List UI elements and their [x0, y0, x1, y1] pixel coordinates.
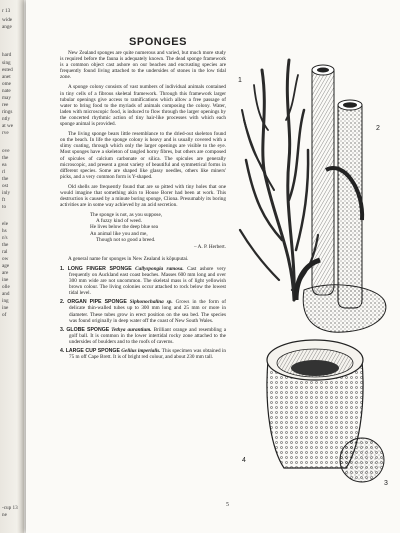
facing-page-text: ing — [2, 298, 9, 304]
facing-page-text: age — [2, 263, 10, 269]
figure-label: 2 — [376, 125, 380, 132]
facing-page-text: nate — [2, 88, 11, 94]
facing-page-text: ow — [2, 256, 9, 262]
general-name-note: A general name for sponges in New Zealand is kōpuputai. — [68, 255, 189, 262]
species-number: 1. — [60, 265, 65, 272]
facing-page-text: sing — [2, 60, 11, 66]
facing-page-text: ange — [2, 24, 12, 30]
poem-line: A fuzzy kind of weed. — [96, 218, 142, 225]
species-name: GLOBE SPONGE — [66, 326, 110, 333]
facing-page-text: rl — [2, 169, 6, 175]
facing-page-text: ft — [2, 197, 6, 203]
facing-page-text: are — [2, 270, 9, 276]
facing-page-text: ea — [2, 162, 7, 168]
paragraph: The living sponge bears little resemblance to the dried-out skeleton found on the beach. In life the sponge colony is heavy and is usually covered with a slimy coating, through which only the larger openings are visible to the eye. Most sponges have a skeleton of tangled horny fibres, but others are composed of spicules of calcium carbonate or silica. The spicules are generally microscopic, and present a great variety of beautiful and symmetrical forms in different species. Some are shaped like glassy needles, others like miners' picks, and a very common form is Y-shaped. — [60, 131, 226, 180]
species-name: ORGAN PIPE SPONGE — [67, 299, 127, 306]
facing-page-text: ost — [2, 183, 9, 189]
long-finger-sponge-drawing — [240, 60, 318, 300]
facing-page-text: hs — [2, 228, 7, 234]
facing-page-text: ested — [2, 67, 13, 73]
figure-label: 3 — [384, 480, 388, 487]
species-scientific-name: Geliius imperialis. — [121, 348, 161, 355]
species-description: This specimen was obtained in 75 m off Cape Brett. It is of bright red colour, and about 230 mm tall. — [69, 348, 227, 361]
poem-line: An animal like you and me, — [90, 230, 148, 237]
facing-page-text: to — [2, 204, 7, 210]
species-list — [60, 266, 226, 360]
paragraph: Old shells are frequently found that are so pitted with tiny holes that one would imagine that something akin to House Borer had been at work. This destruction is caused by a minute boring sponge, Cliona. Presumably its boring activities are in some way achieved by an acid secretion. — [60, 183, 226, 209]
facing-page-edge — [0, 0, 24, 533]
text-column — [60, 36, 226, 363]
species-description: Brilliant orange and resembling a golf ball. It is common in the lower intertidal rocky zone attached to the undersides of boulders and to the roofs of caverns. — [69, 326, 227, 345]
facing-page-text: -cup 13 — [2, 505, 18, 511]
species-item — [60, 266, 226, 296]
facing-page-text: ree — [2, 102, 9, 108]
facing-page-text: ine — [2, 305, 9, 311]
species-scientific-name: Callyspongia ramosa. — [135, 265, 184, 272]
species-item — [60, 299, 226, 323]
species-number: 4. — [60, 348, 65, 355]
facing-page-text: hard — [2, 52, 12, 58]
facing-page-text: n's — [2, 235, 8, 241]
page-title: SPONGES — [129, 36, 187, 48]
species-name: LARGE CUP SPONGE — [65, 348, 120, 355]
book-page — [26, 0, 400, 533]
paragraph: A sponge colony consists of vast numbers of individual animals contained in tiny cells of a fibrous skeletal framework. Through this framework larger tubular openings give access to ramifications which allow a free passage of water to bring food to the myriads of animals composing the colony. Water, laden with microscopic food, is induced to flow through the larger openings by the concerted rhythmic action of tiny hair-like processes with which each sponge animal is provided. — [60, 84, 226, 128]
facing-page-text: ral — [2, 249, 8, 255]
paragraph: New Zealand sponges are quite numerous and varied, but much more study is required before the fauna is adequately known. The dead sponge framework is a common object cast ashore on our beaches and encrusting species are frequently found living attached to the undersides of stones in the low tidal zone. — [60, 50, 226, 81]
facing-page-text: inly — [2, 190, 11, 196]
species-scientific-name: Siphonochalina sp. — [129, 299, 173, 306]
species-name: LONG FINGER SPONGE — [67, 265, 132, 272]
species-number: 2. — [60, 299, 65, 306]
figure-label: 1 — [238, 77, 242, 84]
facing-page-text: of — [2, 312, 7, 318]
species-item — [60, 348, 226, 360]
facing-page-text: at we — [2, 123, 14, 129]
species-number: 3. — [60, 326, 65, 333]
facing-page-text: the — [2, 155, 9, 161]
facing-page-text: r 13 — [2, 8, 11, 14]
species-item — [60, 327, 226, 345]
facing-page-text: the — [2, 242, 9, 248]
facing-page-text: ne — [2, 512, 7, 518]
poem — [90, 212, 226, 250]
facing-page-text: olle — [2, 284, 10, 290]
facing-page-text: wide — [2, 17, 13, 23]
rock-base-drawing — [303, 285, 386, 332]
figure-label: 4 — [242, 457, 246, 464]
facing-page-text: ine — [2, 277, 9, 283]
facing-page-text: rings — [2, 109, 13, 115]
page-number: 5 — [226, 502, 229, 508]
facing-page-text: ome — [2, 81, 11, 87]
poem-line: The sponge is not, as you suppose, — [90, 212, 163, 219]
facing-page-text: ntly — [2, 116, 11, 122]
facing-page-text: the — [2, 176, 9, 182]
globe-sponge-drawing — [340, 438, 384, 482]
species-scientific-name: Tethya aurantium. — [111, 326, 152, 333]
sponges-illustration — [234, 50, 394, 490]
poem-line: He lives below the deep blue sea — [90, 224, 158, 231]
poem-line: Though not so good a breed. — [96, 236, 156, 243]
facing-page-text: anet — [2, 74, 11, 80]
facing-page-text: rve — [2, 130, 9, 136]
facing-page-text: may — [2, 95, 11, 101]
species-description: Cast ashore very frequently on Auckland east coast beaches. Masses 600 mm long and over 300 mm wide are not uncommon. The skeletal mass is of light yellowish brown colour. The living colonies occur attached to rock below the lowest tidal level. — [69, 265, 226, 297]
facing-page-text: ele — [2, 221, 9, 227]
facing-page-text: and — [2, 291, 10, 297]
species-description: Grows in the form of delicate thin-walled tubes up to 300 mm long and 25 mm or more in diameter. These tubes grow in erect position on the sea bed. The species was found originally in deep water off the coast of New South Wales. — [69, 299, 226, 324]
facing-page-text: ove — [2, 148, 10, 154]
poem-attribution: – A. P. Herbert. — [194, 243, 226, 250]
